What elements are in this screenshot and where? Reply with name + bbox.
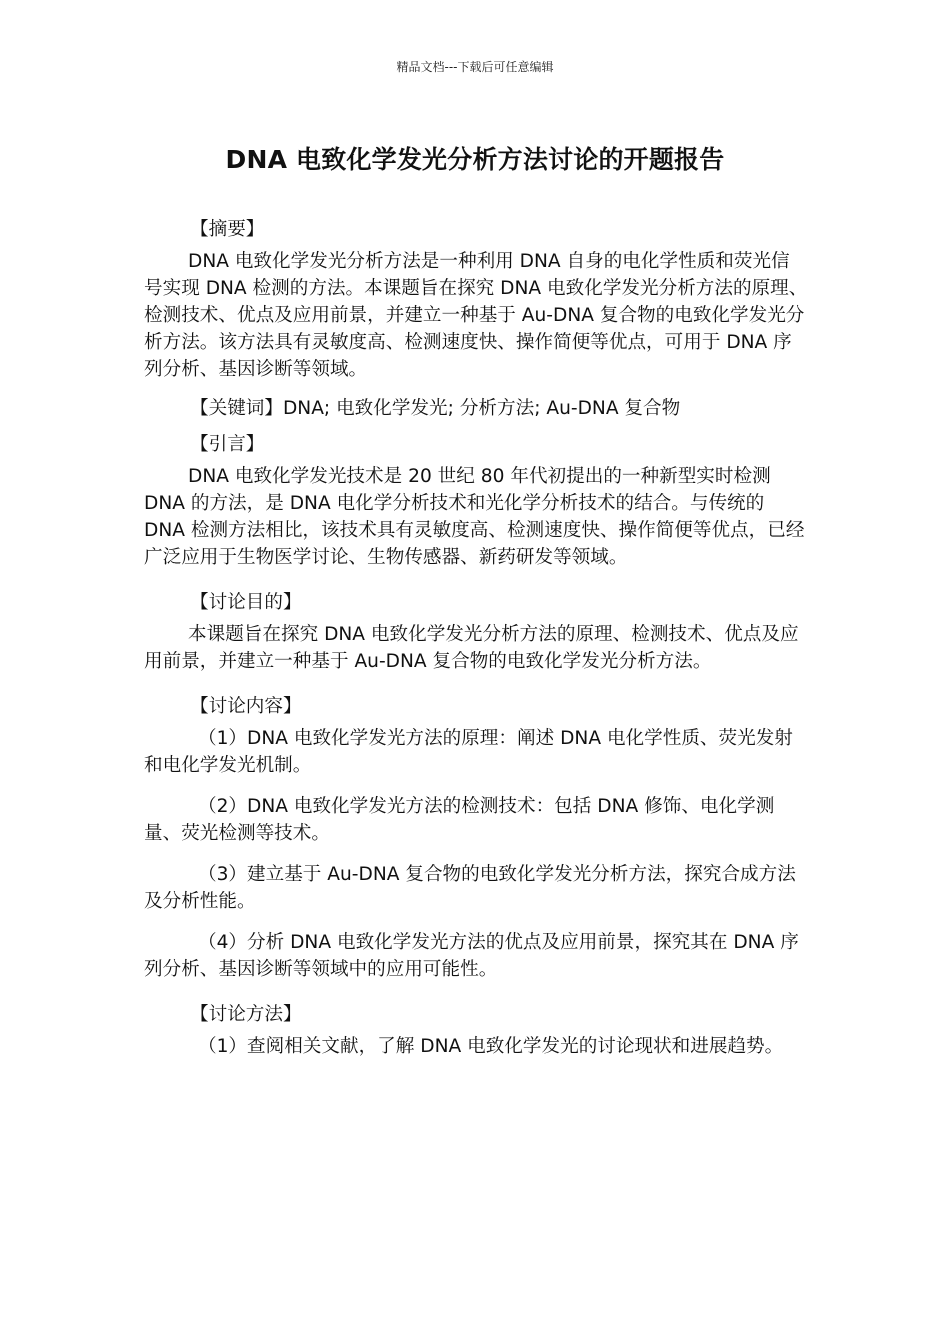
introduction-paragraph: DNA 电致化学发光技术是 20 世纪 80 年代初提出的一种新型实时检测 DNA 的方法，是 DNA 电化学分析技术和光化学分析技术的结合。与传统的 DNA 检测方法相比，该技术具有灵敏度高、检测速度快、操作简便等优点，已经广泛应用于生物医学讨论、生物传感器、新药研发等领域。 [144, 466, 805, 568]
content-item: （4）分析 DNA 电致化学发光方法的优点及应用前景，探究其在 DNA 序列分析、基因诊断等领域中的应用可能性。 [144, 932, 799, 980]
page-header-note: 精品文档---下载后可任意编辑 [396, 60, 554, 74]
content-item: （1）DNA 电致化学发光方法的原理：阐述 DNA 电化学性质、荧光发射和电化学发光机制。 [144, 728, 793, 776]
content-item: （3）建立基于 Au-DNA 复合物的电致化学发光分析方法，探究合成方法及分析性能。 [144, 864, 796, 912]
abstract-paragraph: DNA 电致化学发光分析方法是一种利用 DNA 自身的电化学性质和荧光信号实现 DNA 检测的方法。本课题旨在探究 DNA 电致化学发光分析方法的原理、检测技术、优点及应用前景，并建立一种基于 Au-DNA 复合物的电致化学发光分析方法。该方法具有灵敏度高、检测速度快、操作简便等优点，可用于 DNA 序列分析、基因诊断等领域。 [144, 251, 808, 380]
introduction-heading: 【引言】 [190, 434, 265, 455]
purpose-paragraph: 本课题旨在探究 DNA 电致化学发光分析方法的原理、检测技术、优点及应用前景，并建立一种基于 Au-DNA 复合物的电致化学发光分析方法。 [144, 624, 799, 672]
method-heading: 【讨论方法】 [190, 1004, 302, 1025]
document-title: DNA 电致化学发光分析方法讨论的开题报告 [225, 145, 725, 174]
keywords-line: 【关键词】DNA; 电致化学发光; 分析方法; Au-DNA 复合物 [190, 398, 681, 419]
abstract-heading: 【摘要】 [190, 219, 265, 240]
purpose-heading: 【讨论目的】 [190, 592, 302, 613]
document-body [144, 212, 808, 1074]
method-item: （1）查阅相关文献，了解 DNA 电致化学发光的讨论现状和进展趋势。 [198, 1036, 784, 1057]
content-item: （2）DNA 电致化学发光方法的检测技术：包括 DNA 修饰、电化学测量、荧光检测等技术。 [144, 796, 775, 844]
content-heading: 【讨论内容】 [190, 696, 302, 717]
